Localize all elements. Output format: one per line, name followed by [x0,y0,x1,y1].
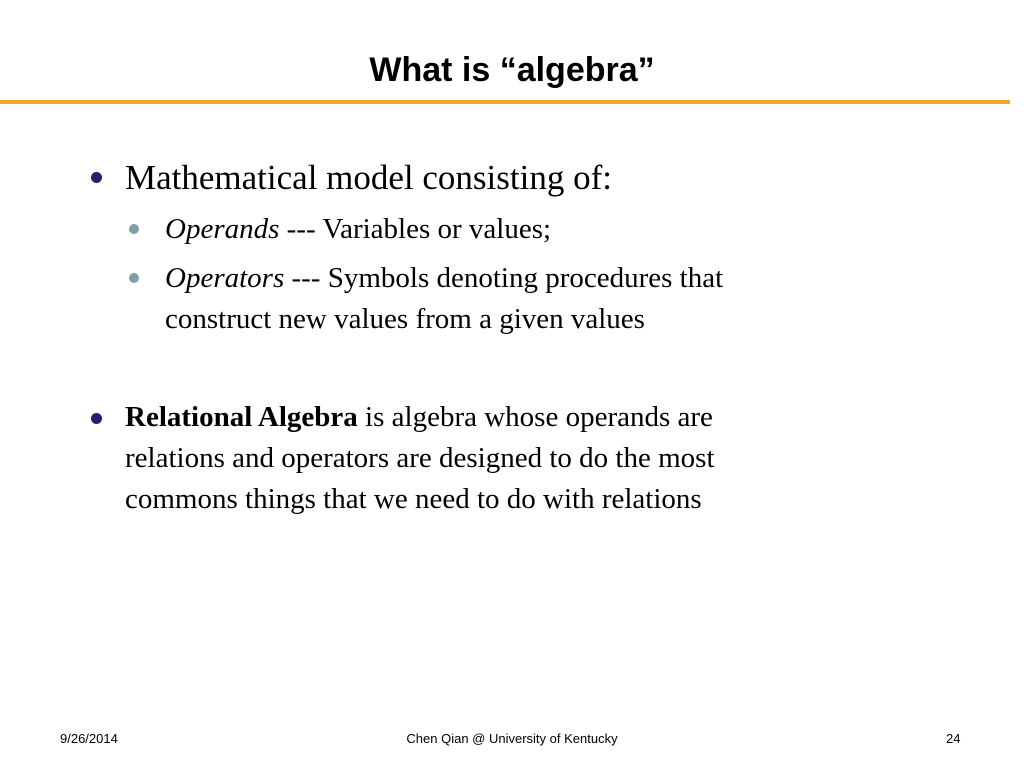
footer-author: Chen Qian @ University of Kentucky [406,731,618,746]
relational-description-line2: relations and operators are designed to do the most [125,442,715,474]
bullet-dot-2 [129,224,139,234]
operands-description: --- Variables or values; [279,213,552,245]
bullet-text-operands [165,208,551,250]
bullet-dot-4 [91,413,102,424]
bullet-text-operators-line1 [165,257,723,299]
footer-page-number: 24 [946,731,961,746]
operators-term: Operators [165,262,285,294]
relational-description-line3: commons things that we need to do with relations [125,483,702,515]
bullet-text-relational-line3 [125,479,702,520]
slide-title: What is “algebra” [369,51,655,89]
title-underline [0,100,1010,104]
operators-description-line2: construct new values from a given values [165,303,645,335]
operands-term: Operands [165,213,280,245]
bullet-text-mathematical-model-span: Mathematical model consisting of: [125,158,612,197]
bullet-text-operators-line2 [165,298,645,340]
bullet-text-relational-line1 [125,397,713,438]
relational-description-line1: is algebra whose operands are [357,401,713,433]
relational-algebra-term: Relational Algebra [125,401,358,433]
operators-description-line1: --- Symbols denoting procedures that [284,262,724,294]
bullet-dot-1 [91,172,102,183]
bullet-dot-3 [129,273,139,283]
bullet-text-mathematical-model [125,158,612,198]
bullet-text-relational-line2 [125,438,715,479]
footer-date: 9/26/2014 [60,731,118,746]
